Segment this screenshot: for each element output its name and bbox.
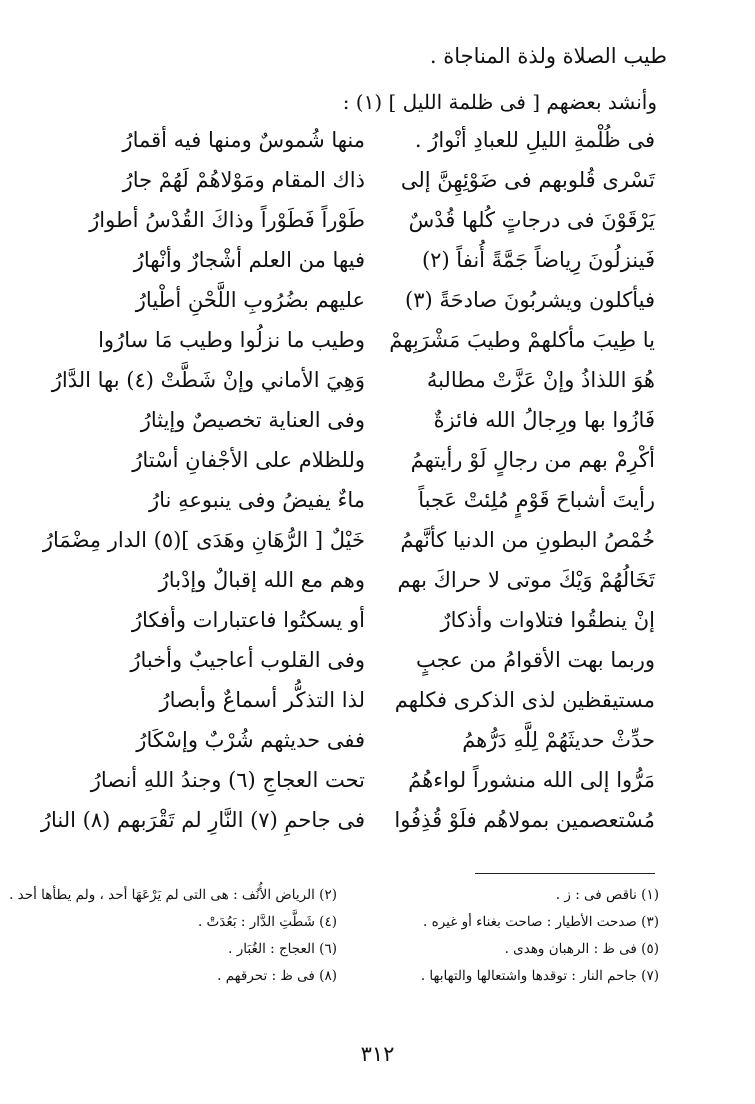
footnote: (٢) الرياض الأُنُف : هى التى لم يَرْعَهَا أحد ، ولم يطأها أحد . — [9, 887, 337, 903]
verse-first-hemistich: وربما بهت الأقوامُ من عجبٍ — [416, 648, 655, 672]
verse — [0, 800, 755, 840]
verse-first-hemistich: تَسْرى قُلوبهم فى ضَوْئِهِنَّ إلى — [400, 168, 655, 192]
verse-second-hemistich: ذاك المقام ومَوْلاهُمْ لَهُمْ جارُ — [122, 168, 365, 192]
verse-second-hemistich: فى جاحمِ (٧) النَّارِ لم تَقْرَبهم (٨) النارُ — [40, 808, 365, 832]
page-number: ٣١٢ — [360, 1042, 395, 1066]
verse — [0, 520, 755, 560]
verse-first-hemistich: إنْ ينطقُوا فتلاوات وأذكارٌ — [440, 608, 655, 632]
verse-first-hemistich: تَخَالُهُمْ وَيْكَ موتى لا حراكَ بهم — [397, 568, 655, 592]
verse — [0, 600, 755, 640]
verse — [0, 240, 755, 280]
verse-first-hemistich: يا طِيبَ مأكلهمْ وطيبَ مَشْرَبِهمْ — [389, 328, 655, 352]
verse-first-hemistich: مستيقظين لذى الذكرى فكلهم — [394, 688, 655, 712]
verse-second-hemistich: طَوْراً فَطَوْراً وذاكَ القُدْسُ أطوارُ — [89, 208, 365, 232]
verse-second-hemistich: تحت العجاجِ (٦) وجندُ اللهِ أنصارُ — [90, 768, 365, 792]
verse — [0, 440, 755, 480]
verse — [0, 360, 755, 400]
verse-first-hemistich: فَازُوا بها ورِجالُ الله فائزةٌ — [433, 408, 655, 432]
verse-first-hemistich: حدِّثْ حديثَهُمْ لِلَّهِ دَرُّهمُ — [462, 728, 655, 752]
verse-second-hemistich: منها شُموسٌ ومنها فيه أقمارُ — [122, 128, 365, 152]
verse-first-hemistich: مُسْتعصمين بمولاهُم فلَوْ قُذِفُوا — [394, 808, 655, 832]
verse-first-hemistich: فيأكلون ويشربُونَ صادحَةً (٣) — [405, 288, 655, 312]
verse-second-hemistich: عليهم بضُرُوبِ اللَّحْنِ أطْيارُ — [135, 288, 365, 312]
footnote: (٥) فى ظ : الرهبان وهدى . — [504, 941, 659, 957]
verse — [0, 280, 755, 320]
verse-second-hemistich: فيها من العلم أشْجارٌ وأنْهارُ — [133, 248, 365, 272]
verse-second-hemistich: ماءٌ يفيضُ وفى ينبوعهِ نارُ — [149, 488, 365, 512]
verse-second-hemistich: وطيب ما نزلُوا وطيب مَا سارُوا — [98, 328, 365, 352]
verse-first-hemistich: أكْرِمْ بهم من رجالٍ لَوْ رأيتهمُ — [410, 448, 655, 472]
verse — [0, 120, 755, 160]
verse-second-hemistich: وهم مع الله إقبالٌ وإدْبارُ — [158, 568, 365, 592]
verse-first-hemistich: مَرُّوا إلى الله منشوراً لواءهُمُ — [408, 768, 655, 792]
verse — [0, 640, 755, 680]
verse-first-hemistich: خُمْصُ البطونِ من الدنيا كأنَّهمُ — [400, 528, 655, 552]
verse — [0, 480, 755, 520]
verse — [0, 560, 755, 600]
running-text-header: طيب الصلاة ولذة المناجاة . — [429, 44, 667, 68]
verse — [0, 200, 755, 240]
verse-first-hemistich: يَرْقَوْنَ فى درجاتٍ كُلها قُدْسٌ — [408, 208, 655, 232]
verse-second-hemistich: لذا التذكُّر أسماعٌ وأبصارُ — [159, 688, 365, 712]
verse — [0, 160, 755, 200]
footnote: (٨) فى ظ : تحرقهم . — [217, 968, 337, 984]
footnote: (٤) شَطَّتِ الدَّار : بَعُدَتْ . — [197, 914, 337, 930]
verse-second-hemistich: وفى العناية تخصيصٌ وإيثارُ — [140, 408, 365, 432]
verse-first-hemistich: فَينزلُونَ رِياضاً جَمَّةً أُنفاً (٢) — [421, 248, 655, 272]
verse-second-hemistich: ففى حديثهم شُرْبٌ وإسْكَارُ — [136, 728, 365, 752]
footnote: (٣) صدحت الأطيار : صاحت بغناء أو غيره . — [423, 914, 659, 930]
verse — [0, 400, 755, 440]
verse — [0, 320, 755, 360]
footnote: (١) ناقص فى : ز . — [555, 887, 659, 903]
verse-second-hemistich: خَيْلٌ [ الرُّهَانِ وهَدَى ](٥) الدار مِضْمَارُ — [42, 528, 365, 552]
footnote-divider — [475, 873, 655, 874]
verse-second-hemistich: وَهِيَ الأماني وإنْ شَطَّتْ (٤) بها الدَّارُ — [51, 368, 365, 392]
footnote: (٦) العجاج : الغُبَار . — [228, 941, 337, 957]
verse — [0, 720, 755, 760]
verse-second-hemistich: وفى القلوب أعاجيبٌ وأخبارُ — [130, 648, 365, 672]
verse-second-hemistich: أو يسكتُوا فاعتبارات وأفكارُ — [131, 608, 365, 632]
verse-first-hemistich: هُوَ اللذاذُ وإنْ عَزَّتْ مطالبهُ — [426, 368, 655, 392]
verse-second-hemistich: وللظلام على الأجْفانِ أسْتارُ — [132, 448, 365, 472]
poem-introduction: وأنشد بعضهم [ فى ظلمة الليل ] (١) : — [342, 90, 657, 114]
verse — [0, 680, 755, 720]
footnote: (٧) جاحم النار : توقدها واشتعالها والتهابها . — [420, 968, 659, 984]
verse-first-hemistich: رأيتَ أشباحَ قَوْمٍ مُلِئتْ عَجباً — [418, 488, 655, 512]
verse — [0, 760, 755, 800]
verse-first-hemistich: فى ظُلْمةِ الليلِ للعبادِ أنْوارُ . — [414, 128, 655, 152]
